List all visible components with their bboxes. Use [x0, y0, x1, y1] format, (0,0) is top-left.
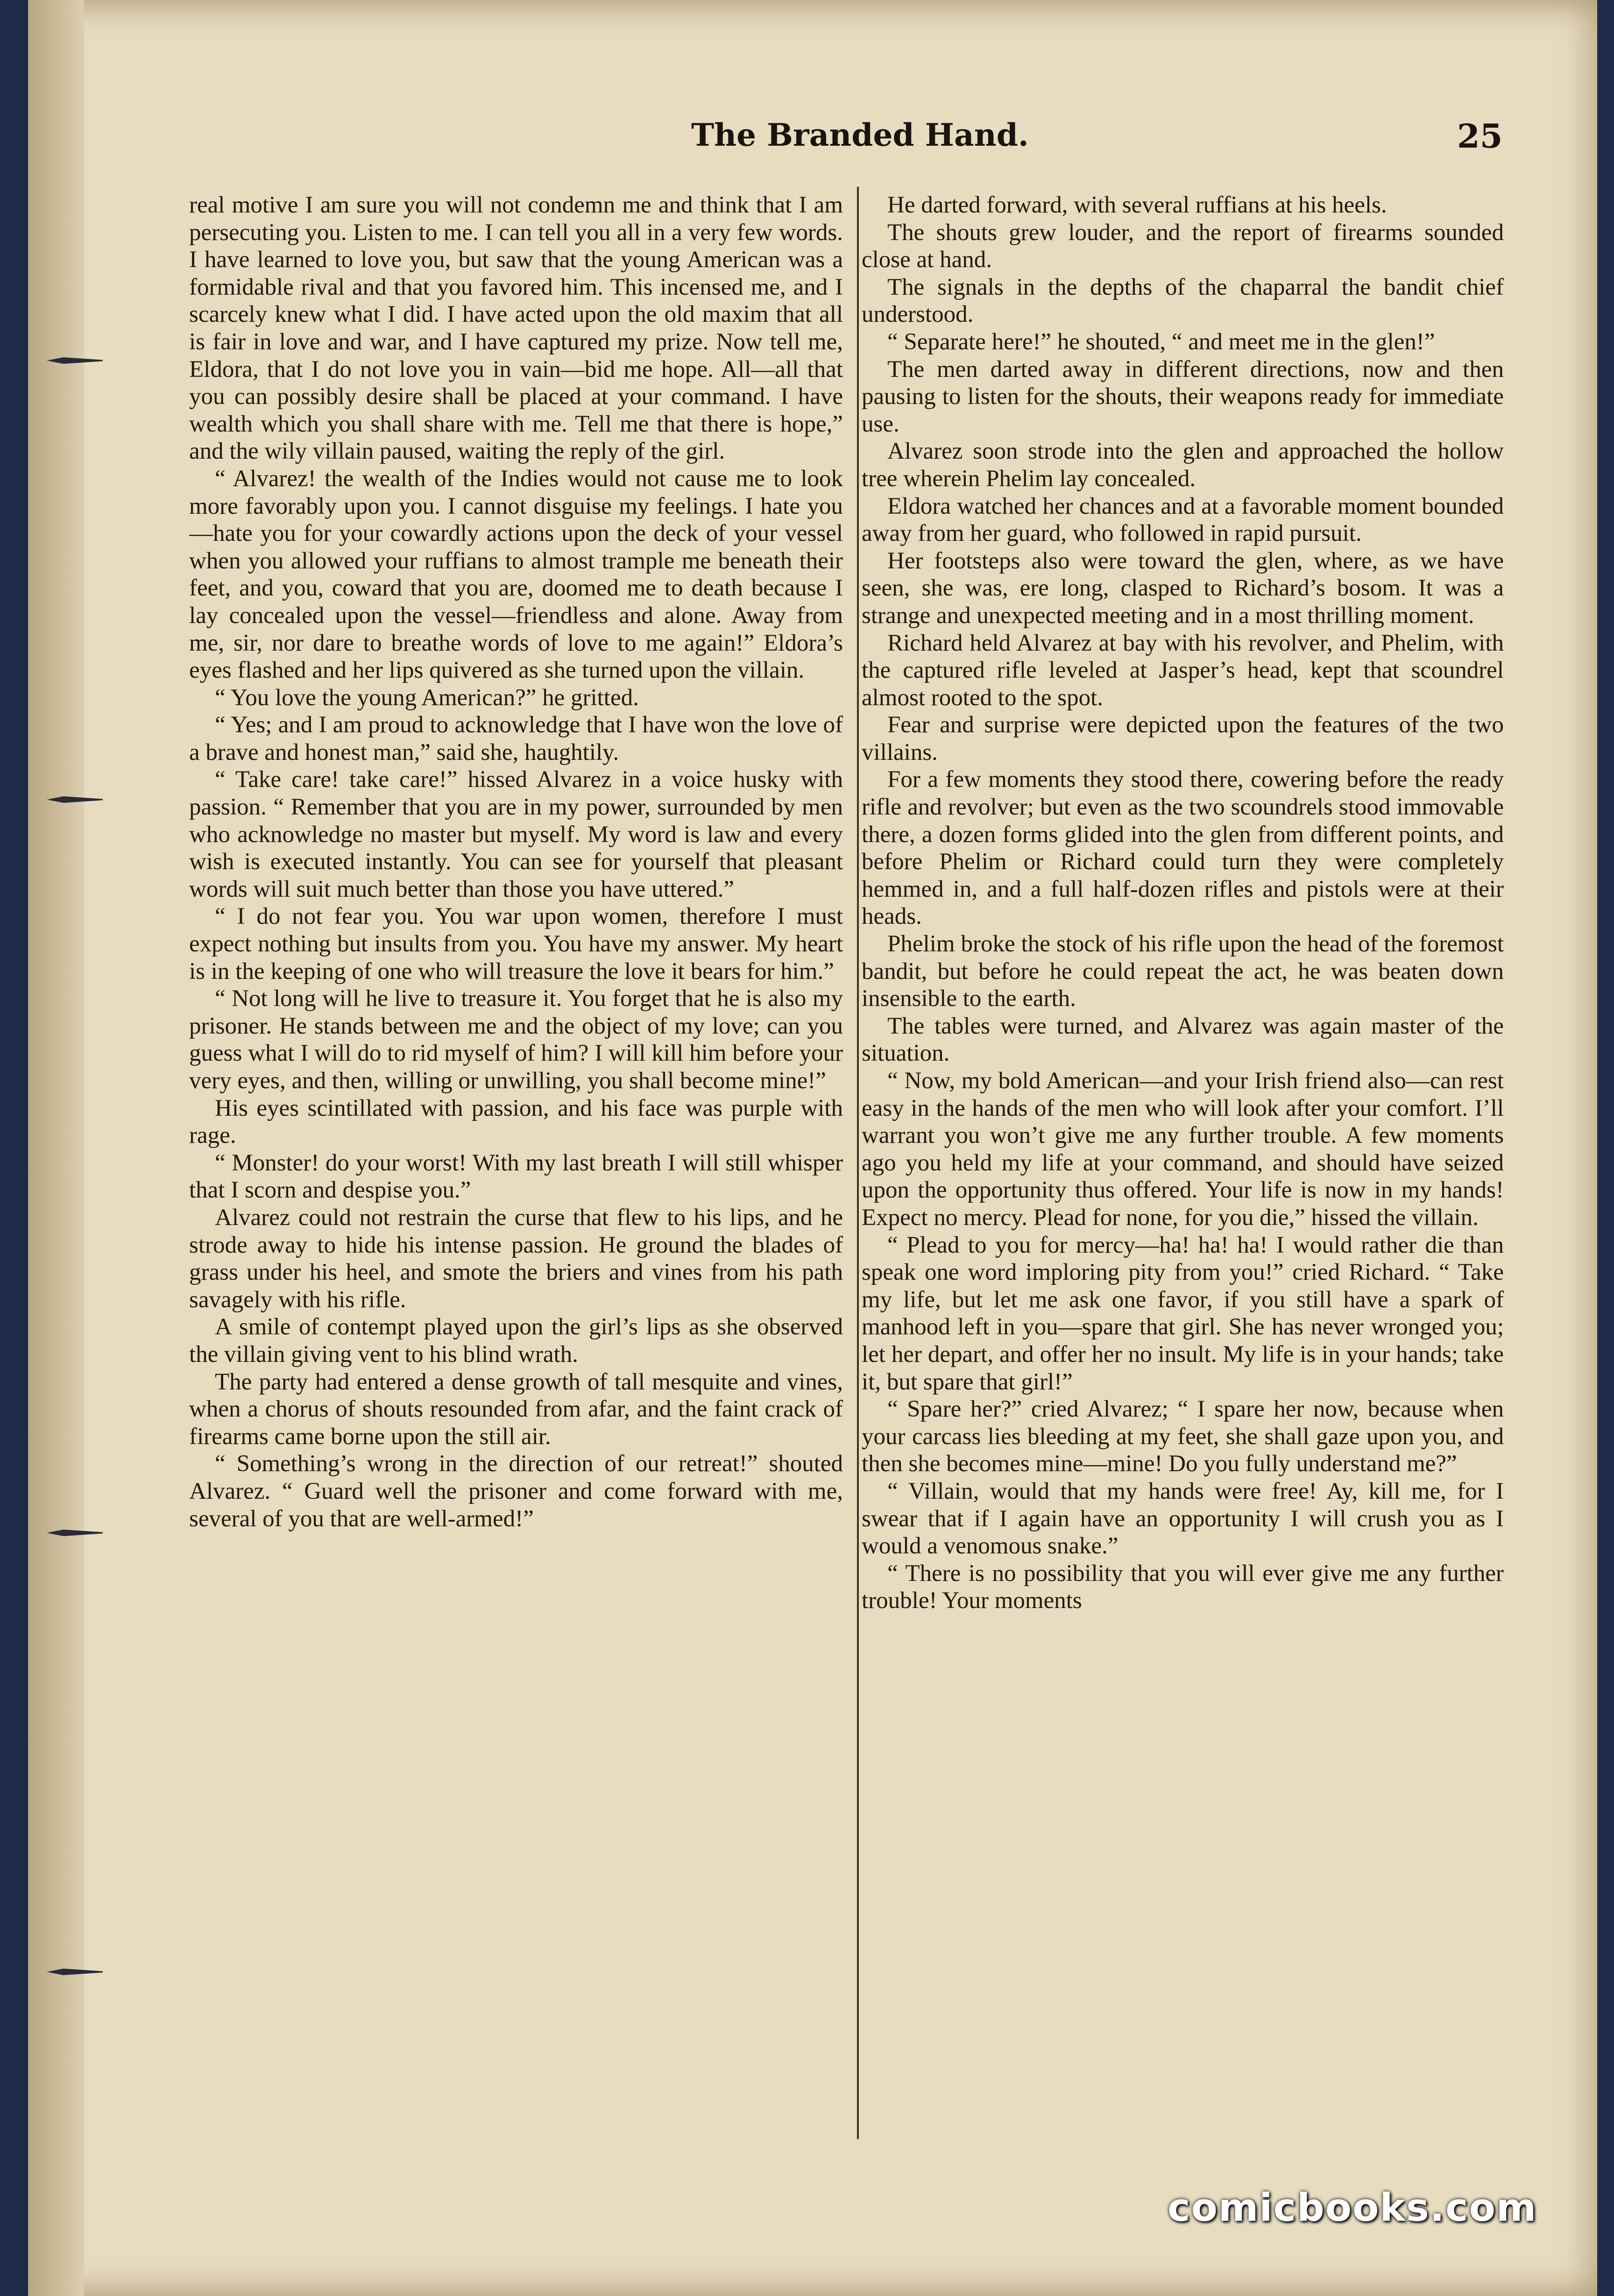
paragraph: Fear and surprise were depicted upon the features of the two villains.	[862, 712, 1504, 765]
paragraph: “ Spare her?” cried Alvarez; “ I spare her now, because when your carcass lies bleeding at my feet, she shall gaze upon you, and then she becomes mine—mine! Do you fully understand me?”	[862, 1396, 1504, 1477]
paragraph: “ Now, my bold American—and your Irish friend also—can rest easy in the hands of the men who will look after your comfort. I’ll warrant you won’t give me any further trouble. A few moments ago you held my life at your command, and should have seized upon the opportunity thus offered. Your life is now in my hands! Expect no mercy. Plead for none, for you die,” hissed the villain.	[862, 1068, 1504, 1231]
book-page	[28, 0, 1597, 2296]
paragraph: He darted forward, with several ruffians at his heels.	[887, 192, 1387, 218]
paragraph: Alvarez soon strode into the glen and approached the hollow tree wherein Phelim lay concealed.	[862, 438, 1504, 492]
paragraph: Richard held Alvarez at bay with his revolver, and Phelim, with the captured rifle leveled at Jasper’s head, kept that scoundrel almost rooted to the spot.	[862, 630, 1504, 711]
paragraph: “ Yes; and I am proud to acknowledge that I have won the love of a brave and honest man,” said she, haughtily.	[189, 712, 843, 765]
paragraph: “ There is no possibility that you will ever give me any further trouble! Your moments	[862, 1560, 1504, 1614]
paragraph: The men darted away in different directions, now and then pausing to listen for the shouts, their weapons ready for immediate use.	[862, 356, 1504, 437]
running-header	[28, 117, 1597, 163]
paragraph: “ Villain, would that my hands were free! Ay, kill me, for I swear that if I again have an opportunity I will crush you as I would a venomous snake.”	[862, 1478, 1504, 1559]
paragraph: Alvarez could not restrain the curse that flew to his lips, and he strode away to hide his intense passion. He ground the blades of grass under his heel, and smote the briers and vines from his path savagely with his rifle.	[189, 1204, 843, 1313]
paragraph: Phelim broke the stock of his rifle upon the head of the foremost bandit, but before he could repeat the act, he was beaten down insensible to the earth.	[862, 931, 1504, 1012]
paragraph: “ Monster! do your worst! With my last breath I will still whisper that I scorn and despise you.”	[189, 1149, 843, 1204]
paragraph: The signals in the depths of the chaparral the bandit chief understood.	[862, 274, 1504, 328]
paragraph: A smile of contempt played upon the girl’s lips as she observed the villain giving vent to his blind wrath.	[189, 1314, 843, 1368]
paragraph: “ Take care! take care!” hissed Alvarez in a voice husky with passion. “ Remember that you are in my power, surrounded by men who acknowledge no master but myself. My word is law and every wish is executed instantly. You can see for yourself that pleasant words will suit much better than those you have uttered.”	[189, 766, 843, 902]
paragraph: The party had entered a dense growth of tall mesquite and vines, when a chorus of shouts resounded from afar, and the faint crack of firearms came borne upon the still air.	[189, 1368, 843, 1450]
paragraph: “ Plead to you for mercy—ha! ha! ha! I would rather die than speak one word imploring pity from you!” cried Richard. “ Take my life, but let me ask one favor, if you still have a spark of manhood left in you—spare that girl. She has never wronged you; let her depart, and offer her no insult. My life is in your hands; take it, but spare that girl!”	[862, 1232, 1504, 1395]
paragraph: “ You love the young American?” he gritted.	[215, 684, 639, 711]
paragraph: His eyes scintillated with passion, and his face was purple with rage.	[189, 1095, 843, 1149]
paragraph: “ Separate here!” he shouted, “ and meet me in the glen!”	[887, 328, 1435, 355]
watermark-text: comicbooks.com	[1168, 2186, 1537, 2230]
right-column	[862, 191, 1504, 2130]
paragraph: “ Something’s wrong in the direction of our retreat!” shouted Alvarez. “ Guard well the prisoner and come forward with me, several of you that are well-armed!”	[189, 1451, 843, 1532]
paragraph: “ Not long will he live to treasure it. You forget that he is also my prisoner. He stands between me and the object of my love; can you guess what I will do to rid myself of him? I will kill him before your very eyes, and then, willing or unwilling, you shall become mine!”	[189, 985, 843, 1094]
running-title: The Branded Hand.	[691, 117, 1029, 153]
paragraph: For a few moments they stood there, cowering before the ready rifle and revolver; but even as the two scoundrels stood immovable there, a dozen forms glided into the glen from different points, and before Phelim or Richard could turn they were completely hemmed in, and a full half-dozen rifles and pistols were at their heads.	[862, 766, 1504, 930]
paragraph: Her footsteps also were toward the glen, where, as we have seen, she was, ere long, clasped to Richard’s bosom. It was a strange and unexpected meeting and in a most thrilling moment.	[862, 547, 1504, 629]
paragraph: Eldora watched her chances and at a favorable moment bounded away from her guard, who followed in rapid pursuit.	[862, 493, 1504, 547]
paragraph: “ Alvarez! the wealth of the Indies would not cause me to look more favorably upon you. I cannot disguise my feelings. I hate you—hate you for your cowardly actions upon the deck of your vessel when you allowed your ruffians to almost trample me beneath their feet, and you, coward that you are, doomed me to death because I lay concealed upon the vessel—friendless and alone. Away from me, sir, nor dare to breathe words of love to me again!” Eldora’s eyes flashed and her lips quivered as she turned upon the villain.	[189, 465, 843, 684]
column-divider	[857, 187, 859, 2139]
left-column	[189, 191, 843, 2130]
paragraph: The shouts grew louder, and the report of firearms sounded close at hand.	[862, 219, 1504, 273]
paragraph: “ I do not fear you. You war upon women, therefore I must expect nothing but insults from you. You have my answer. My heart is in the keeping of one who will treasure the love it bears for him.”	[189, 903, 843, 985]
page-number: 25	[1457, 117, 1503, 156]
page-binding	[28, 0, 84, 2296]
paragraph: The tables were turned, and Alvarez was again master of the situation.	[862, 1013, 1504, 1067]
paragraph: real motive I am sure you will not condemn me and think that I am persecuting you. Listen to me. I can tell you all in a very few words. I have learned to love you, but saw that the young American was a formidable rival and that you favored him. This incensed me, and I scarcely knew what I did. I have acted upon the old maxim that all is fair in love and war, and I have captured my prize. Now tell me, Eldora, that I do not love you in vain—bid me hope. All—all that you can possibly desire shall be placed at your command. I have wealth which you shall share with me. Tell me that there is hope,” and the wily villain paused, waiting the reply of the girl.	[189, 192, 843, 465]
